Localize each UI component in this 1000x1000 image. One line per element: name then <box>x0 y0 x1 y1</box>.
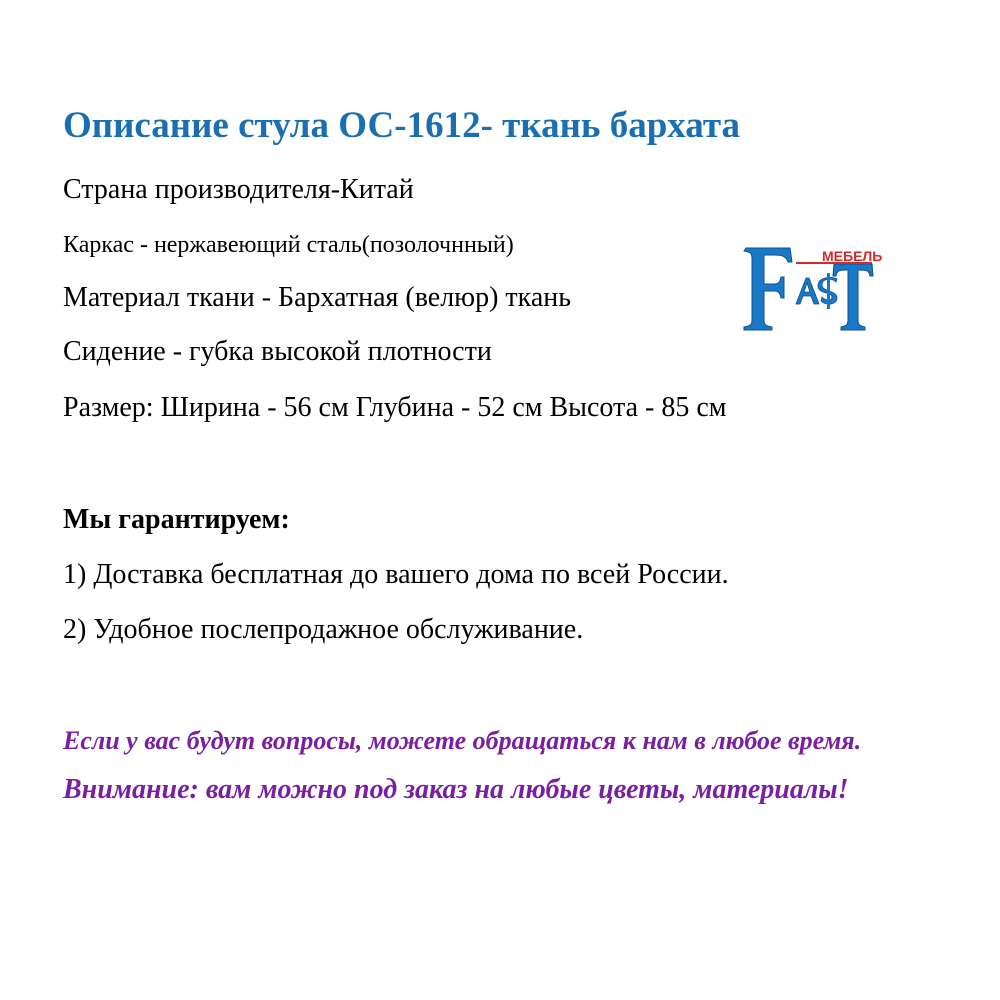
fast-mebel-logo-icon <box>742 242 883 334</box>
page-title: Описание стула ОС-1612- ткань бархата <box>63 105 740 146</box>
spec-seat: Сидение - губка высокой плотности <box>63 336 492 367</box>
spec-frame: Каркас - нержавеющий сталь(позолочнный) <box>63 232 514 258</box>
logo-mebel-text: МЕБЕЛЬ <box>822 248 883 264</box>
brand-logo <box>742 242 883 334</box>
guarantee-item-service: 2) Удобное послепродажное обслуживание. <box>63 614 584 645</box>
contact-note: Если у вас будут вопросы, можете обращаться к нам в любое время. <box>63 726 862 755</box>
guarantee-item-delivery: 1) Доставка бесплатная до вашего дома по всей России. <box>63 559 729 590</box>
custom-order-note: Внимание: вам можно под заказ на любые цветы, материалы! <box>63 774 849 805</box>
spec-size: Размер: Ширина - 56 см Глубина - 52 см Высота - 85 см <box>63 392 727 423</box>
spec-fabric: Материал ткани - Бархатная (велюр) ткань <box>63 282 572 313</box>
spec-country: Страна производителя-Китай <box>63 174 414 205</box>
guarantee-heading: Мы гарантируем: <box>63 504 290 535</box>
